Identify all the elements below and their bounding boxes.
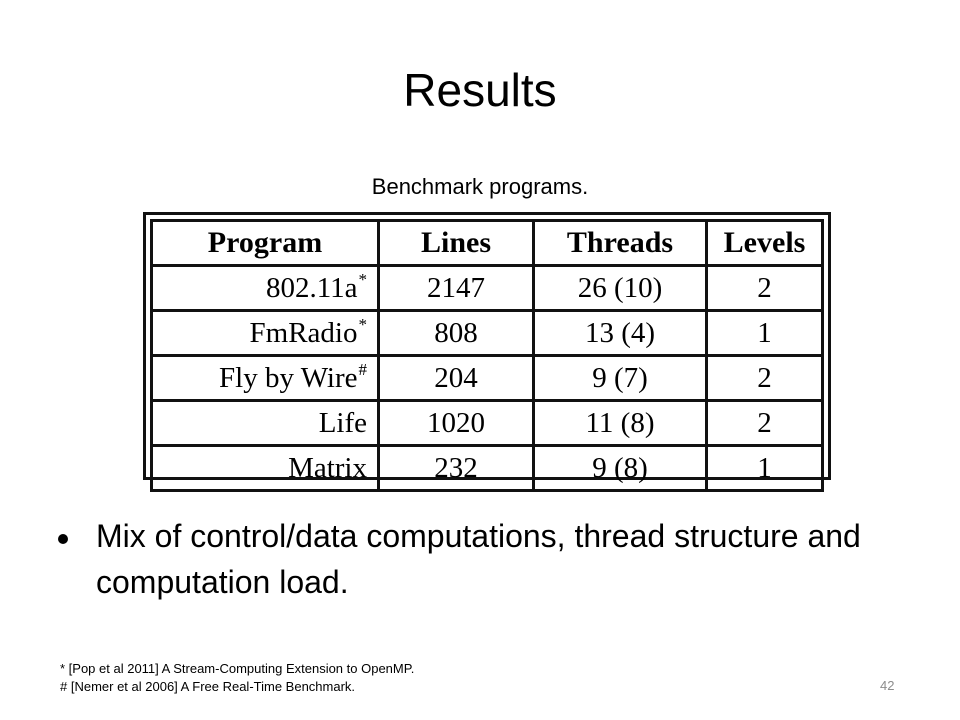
table-row <box>152 356 823 401</box>
table-header-row <box>152 221 823 266</box>
threads-cell: 9 (7) <box>534 356 707 401</box>
lines-cell: 204 <box>379 356 534 401</box>
benchmark-table <box>150 219 824 492</box>
benchmark-table-frame <box>143 212 831 484</box>
threads-cell: 26 (10) <box>534 266 707 311</box>
lines-cell: 2147 <box>379 266 534 311</box>
program-cell <box>152 311 379 356</box>
table-row <box>152 311 823 356</box>
program-name: 802.11a <box>265 272 358 304</box>
table-row <box>152 446 823 491</box>
program-name: Fly by Wire <box>219 362 358 394</box>
program-cell <box>152 266 379 311</box>
threads-cell: 9 (8) <box>534 446 707 491</box>
footnote-pop: * [Pop et al 2011] A Stream-Computing Extension to OpenMP. <box>60 661 415 676</box>
table-row <box>152 266 823 311</box>
slide-title: Results <box>403 64 557 116</box>
header-program: Program <box>152 221 379 266</box>
footnote-nemer: # [Nemer et al 2006] A Free Real-Time Benchmark. <box>60 679 356 694</box>
program-name: Life <box>318 407 367 439</box>
footnote-mark: * <box>358 270 367 289</box>
table-caption: Benchmark programs. <box>371 174 589 199</box>
footnote-mark: * <box>358 315 367 334</box>
program-cell <box>152 401 379 446</box>
program-cell <box>152 446 379 491</box>
header-threads: Threads <box>534 221 707 266</box>
threads-cell: 13 (4) <box>534 311 707 356</box>
levels-cell: 1 <box>707 446 823 491</box>
table-row <box>152 401 823 446</box>
slide-number: 42 <box>880 678 895 693</box>
program-name: FmRadio <box>249 317 358 349</box>
levels-cell: 2 <box>707 356 823 401</box>
footnote-mark: # <box>358 360 367 379</box>
bullet-text: Mix of control/data computations, thread structure and computation load. <box>96 518 861 600</box>
threads-cell: 11 (8) <box>534 401 707 446</box>
footnotes <box>60 660 660 696</box>
lines-cell: 232 <box>379 446 534 491</box>
levels-cell: 2 <box>707 401 823 446</box>
levels-cell: 2 <box>707 266 823 311</box>
levels-cell: 1 <box>707 311 823 356</box>
header-lines: Lines <box>379 221 534 266</box>
lines-cell: 808 <box>379 311 534 356</box>
bullet-dot-icon <box>58 534 68 544</box>
program-cell <box>152 356 379 401</box>
lines-cell: 1020 <box>379 401 534 446</box>
program-name: Matrix <box>288 452 367 484</box>
header-levels: Levels <box>707 221 823 266</box>
